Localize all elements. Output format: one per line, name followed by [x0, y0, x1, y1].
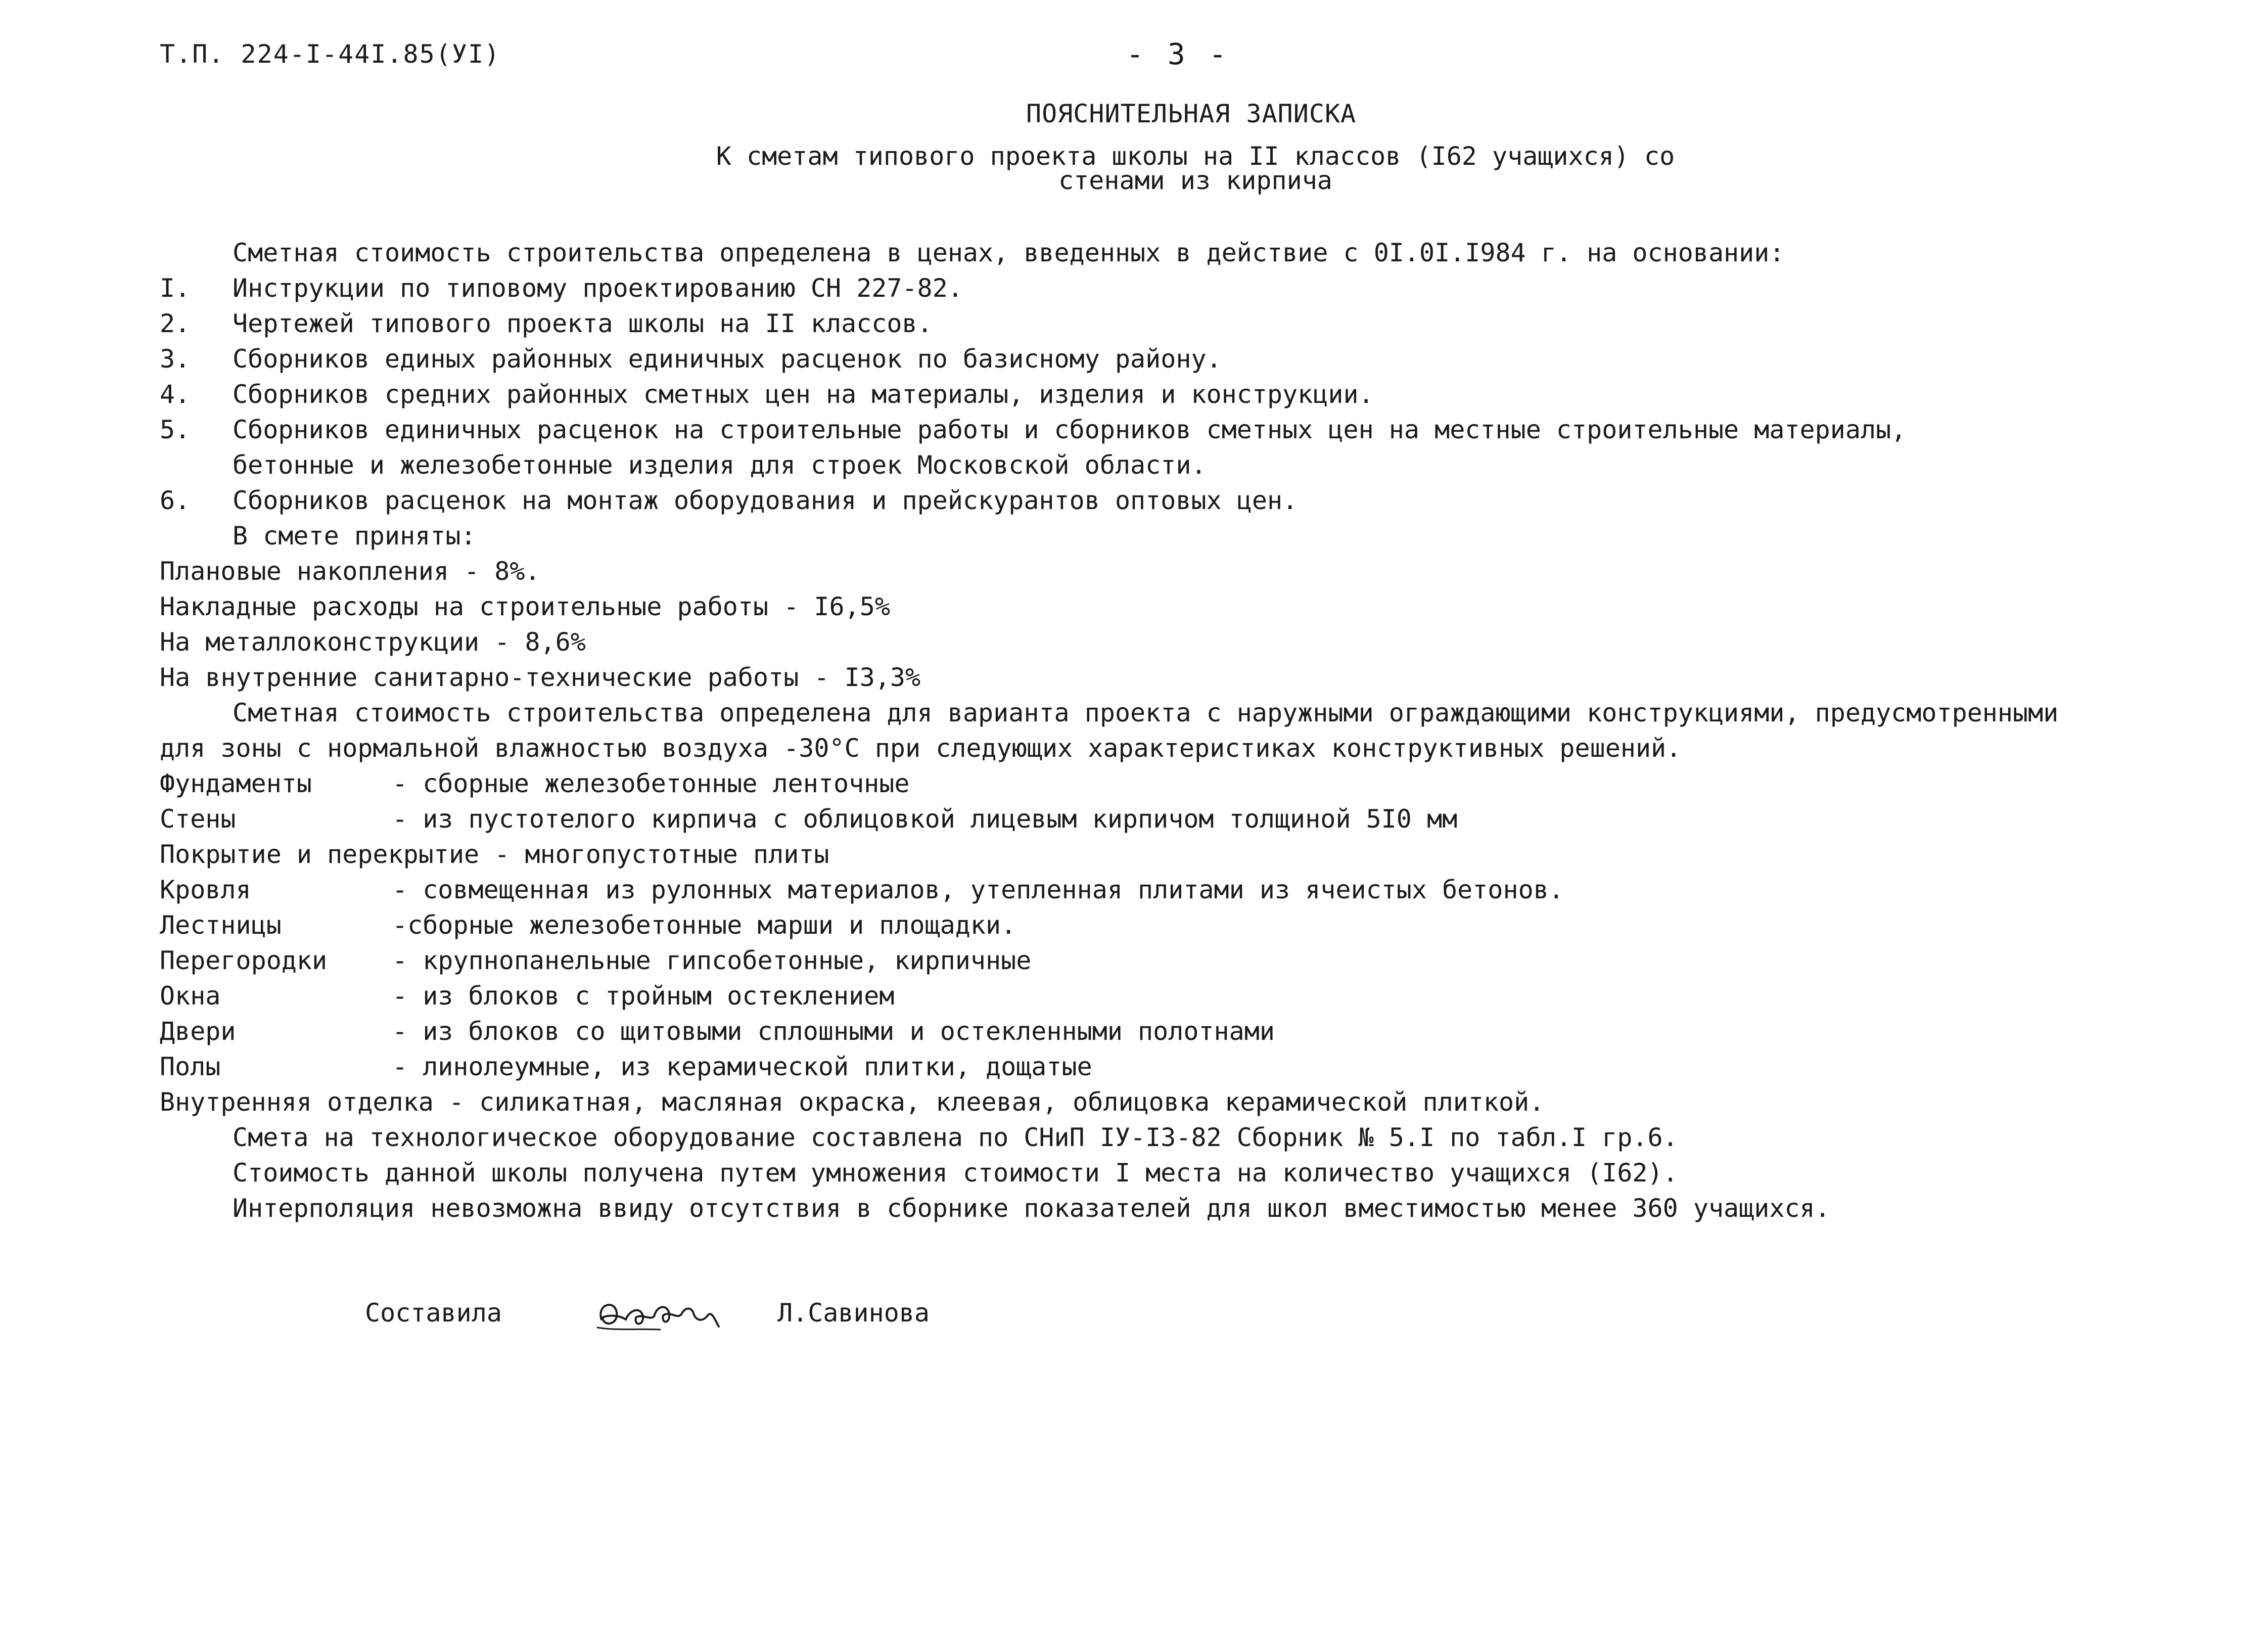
list-item-number: 6.: [160, 486, 191, 515]
construction-name: Покрытие и перекрытие - многопустотные плиты: [160, 840, 829, 869]
construction-name: Двери: [160, 1017, 236, 1046]
construction-name: Кровля: [160, 875, 251, 904]
document-subtitle: К сметам типового проекта школы на II классов (I62 учащихся) со стенами из кирпича: [716, 142, 1675, 195]
construction-desc: - совмещенная из рулонных материалов, утепленная плитами из ячеистых бетонов.: [392, 875, 1564, 904]
list-item-text: Чертежей типового проекта школы на II классов.: [233, 309, 933, 338]
construction-row: [160, 872, 2060, 907]
constructions-block: [160, 766, 2060, 1226]
construction-row: [160, 907, 2060, 943]
rates-block: [160, 518, 2060, 766]
handwritten-signature: [594, 1284, 726, 1340]
list-item-text: Сборников расценок на монтаж оборудования и прейскурантов оптовых цен.: [233, 486, 1298, 515]
rate-line: На внутренние санитарно-технические работы - I3,3%: [160, 663, 921, 692]
list-item: [160, 483, 2080, 518]
rate-line: Плановые накопления - 8%.: [160, 557, 540, 586]
construction-row: [160, 1014, 2060, 1049]
signatory-name: Л.Савинова: [777, 1298, 930, 1328]
construction-desc: - сборные железобетонные ленточные: [392, 769, 910, 798]
list-item-text: Сборников средних районных сметных цен на материалы, изделия и конструкции.: [233, 380, 1374, 409]
construction-name: Стены: [160, 804, 236, 834]
construction-row: [160, 1049, 2060, 1084]
construction-row: [160, 1084, 2060, 1120]
list-item-number: 2.: [160, 309, 191, 338]
list-item: [160, 412, 2080, 483]
rate-line: Накладные расходы на строительные работы - I6,5%: [160, 592, 890, 621]
list-item-number: 3.: [160, 344, 191, 374]
rate-line: На металлоконструкции - 8,6%: [160, 627, 586, 657]
construction-row: [160, 766, 2060, 801]
list-item-number: 5.: [160, 415, 191, 444]
list-item-text: Сборников единых районных единичных расценок по базисному району.: [233, 344, 1222, 374]
construction-desc: - из блоков со щитовыми сплошными и остекленными полотнами: [392, 1017, 1275, 1046]
construction-name: Внутренняя отделка - силикатная, масляная окраска, клеевая, облицовка керамической плиткой.: [160, 1087, 1545, 1117]
list-item: [160, 306, 2080, 341]
page-number: - 3 -: [1126, 37, 1230, 71]
document-code: Т.П. 224-I-44I.85(УI): [160, 39, 501, 69]
construction-name: Полы: [160, 1052, 221, 1081]
construction-row: [160, 837, 2060, 872]
construction-name: Лестницы: [160, 910, 282, 940]
accepted-heading: В смете приняты:: [233, 521, 476, 551]
closing-line: Смета на технологическое оборудование составлена по СНиП IУ-I3-82 Сборник № 5.I по табл.I гр.6.: [233, 1123, 1678, 1152]
list-item: [160, 341, 2080, 377]
list-item-number: I.: [160, 273, 191, 303]
construction-desc: -сборные железобетонные марши и площадки.: [392, 910, 1016, 940]
construction-name: Окна: [160, 981, 221, 1011]
construction-row: [160, 978, 2060, 1014]
closing-line: Интерполяция невозможна ввиду отсутствия в сборнике показателей для школ вместимостью менее 360 учащихся.: [233, 1194, 1830, 1223]
construction-desc: - крупнопанельные гипсобетонные, кирпичные: [392, 946, 1032, 975]
closing-line: Стоимость данной школы получена путем умножения стоимости I места на количество учащихся (I62).: [233, 1158, 1678, 1188]
construction-name: Перегородки: [160, 946, 328, 975]
intro-paragraph: Сметная стоимость строительства определена в ценах, введенных в действие с 0I.0I.I984 г. на основании:: [233, 238, 1785, 267]
list-item-text: Сборников единичных расценок на строительные работы и сборников сметных цен на местные строительные материалы, бетонные и железобетонные изделия для строек Московской области.: [233, 415, 1907, 480]
basis-list: [160, 270, 2080, 518]
construction-row: [160, 801, 2060, 837]
construction-name: Фундаменты: [160, 769, 312, 798]
signature-label: Составила: [365, 1298, 502, 1328]
construction-desc: - из пустотелого кирпича с облицовкой лицевым кирпичом толщиной 5I0 мм: [392, 804, 1458, 834]
list-item-number: 4.: [160, 380, 191, 409]
list-item-text: Инструкции по типовому проектированию СН 227-82.: [233, 273, 963, 303]
construction-desc: - линолеумные, из керамической плитки, дощатые: [392, 1052, 1092, 1081]
list-item: [160, 270, 2080, 306]
document-title: ПОЯСНИТЕЛЬНАЯ ЗАПИСКА: [1026, 99, 1357, 128]
list-item: [160, 377, 2080, 412]
variant-paragraph: Сметная стоимость строительства определена для варианта проекта с наружными ограждающими конструкциями, предусмотренными для зоны с нормальной влажностью воздуха -30°С при следующих характеристиках конструктивных решений.: [160, 698, 2059, 763]
construction-desc: - из блоков с тройным остеклением: [392, 981, 895, 1011]
construction-row: [160, 943, 2060, 978]
